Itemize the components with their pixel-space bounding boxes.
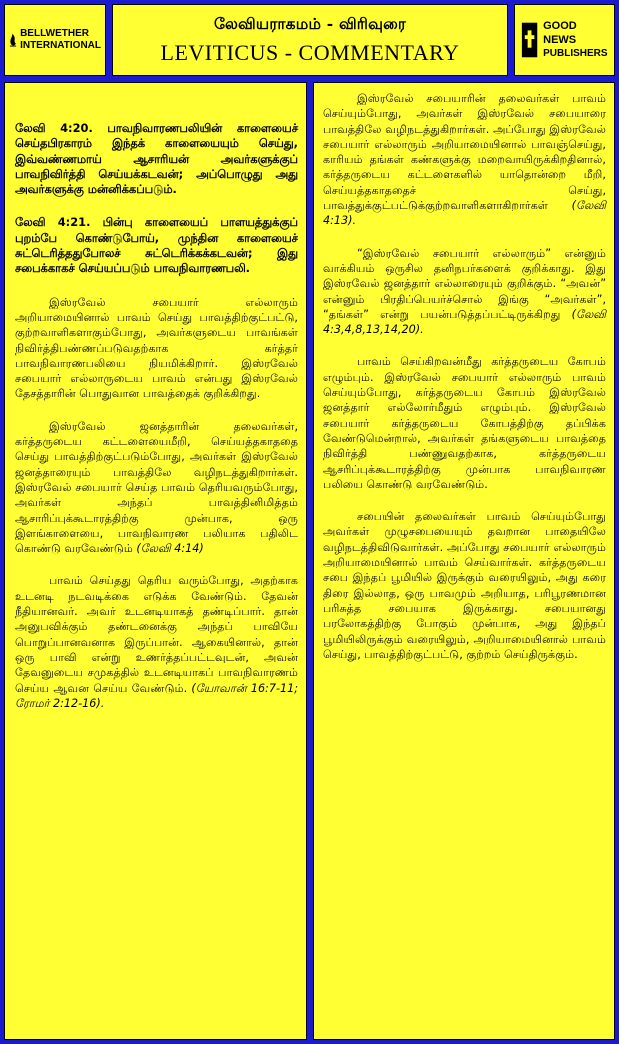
page-title-tamil: லேவியராகமம் - விரிவுரை: [213, 14, 407, 33]
verse-4-21: லேவி 4:21. பின்பு காளையைப் பாளயத்துக்குப் புறம்பே கொண்டுபோய், முந்தின காளையைச் சுட்டெரித்ததுபோலச் சுட்டெரிக்கக்கடவன்; இது சபைக்காகச் செய்யப்படும் பாவநிவாரணபலி.: [15, 215, 298, 276]
scripture-reference: (லேவி 4:14): [136, 542, 204, 556]
left-column: [4, 82, 307, 1040]
logo-left-line1: BELLWETHER: [20, 28, 89, 39]
commentary-paragraph: இஸ்ரவேல் ஜனத்தாரின் தலைவர்கள், கர்த்தருடைய கட்டளையைமீறி, செய்யத்தகாததை செய்து பாவத்திற்குட்படும்போது, அவர்கள் இஸ்ரவேல் ஜனத்தாரையும் பாவத்திலே வழிநடத்துகிறார்கள். இஸ்ரவேல் சபையார் செய்த பாவம் தெரியவரும்போது, அவர்கள் அந்தப் பாவத்தினிமித்தம் ஆசாரிப்புக்கூடாரத்திற்கு முன்பாக, ஒரு இளங்காளையை, பாவநிவாரண பலியாக பதிலிட கொண்டு வரவேண்டும் (லேவி 4:14): [15, 419, 298, 556]
bible-book-icon: [519, 18, 540, 62]
right-column: [313, 82, 615, 1040]
commentary-paragraph: பாவம் செய்தது தெரிய வரும்போது, அதற்காக உடனடி நடவடிக்கை எடுக்க வேண்டும். தேவன் நீதியானவர். அவர் உடனடியாகத் தண்டிப்பார். தான் அனுபவிக்கும் தண்டனைக்கு அந்தப் பாவியே பொறுப்பானவனாக இருப்பான். ஆகையினால், தான் ஒரு பாவி என்று உணர்த்தப்பட்டவுடன், அவன் தேவனுடைய சமுகத்தில் உடனடியாகப் பாவநிவாரணம் செய்ய ஆவன செய்ய வேண்டும். (யோவான் 16:7-11; ரோமர் 2:12-16).: [15, 574, 298, 710]
logo-left-line2: INTERNATIONAL: [20, 40, 101, 51]
ram-horn-icon: [9, 18, 17, 62]
commentary-paragraph: “இஸ்ரவேல் சபையார் எல்லாரும்” என்னும் வாக்கியம் ஒருசில தனிநபர்களைக் குறிக்காது. இது இஸ்ரவேல் ஜனத்தார் எல்லாரையும் குறிக்கும். “அவன்” என்னும் பிரதிப்பெயர்ச்சொல் இங்கு “அவர்கள்”, “தங்கள்” என்று பயன்படுத்தப்பட்டிருக்கிறது (லேவி 4:3,4,8,13,14,20).: [323, 246, 606, 337]
logo-right-line2: PUBLISHERS: [543, 48, 608, 59]
header: [112, 4, 508, 76]
scripture-reference: (லேவி 4:3,4,8,13,14,20).: [323, 307, 606, 337]
verse-4-20: லேவி 4:20. பாவநிவாரணபலியின் காளையைச் செய்தபிரகாரம் இந்தக் காளையையும் செய்து, இவ்வண்ணமாய் ஆசாரியன் அவர்களுக்குப் பாவநிவிர்த்தி செய்யக்கடவன்; அப்பொழுது அது அவர்களுக்கு மன்னிக்கப்படும்.: [15, 121, 298, 197]
scripture-reference: (யோவான் 16:7-11; ரோமர் 2:12-16).: [15, 681, 298, 710]
commentary-paragraph: சபையின் தலைவர்கள் பாவம் செய்யும்போது அவர்கள் முழுசபையையும் தவறான பாதையிலே வழிநடத்திவிடுவார்கள். அப்போது சபையார் எல்லாரும் அறியாமையினால் பாவம் செய்வார்கள். கர்த்தருடைய சபை இந்தப் பூமியில் இருக்கும் வரையிலும், அது கரை திரை இல்லாத, ஒரு பாவமும் அறியாத, பரிபூரணமான பரிசுத்த சபையாக இருக்காது. சபையானது பரலோகத்திற்கு போகும் முன்பாக, அது இந்தப் பூமியிலிருக்கும் வரையிலும், அறியாமையினால் பாவம் செய்து, பாவத்திற்குட்பட்டு, குற்றம் செய்திருக்கும்.: [323, 510, 606, 661]
commentary-paragraph: இஸ்ரவேல் சபையார் எல்லாரும் அறியாமையினால் பாவம் செய்து பாவத்திற்குட்பட்டு, குற்றவாளிகளாகும்போது, அவர்களுடைய பாவங்கள் நிவிர்த்திபண்ணப்படுவதற்காக கர்த்தர் பாவநிவாரணபலியை நியமிக்கிறார். இஸ்ரவேல் சபையார் எல்லாருடைய பாவம் என்பது இஸ்ரவேல் தேசத்தாரின் பொதுவான பாவத்தைக் குறிக்கிறது.: [15, 295, 298, 401]
bellwether-logo: [4, 4, 106, 76]
scripture-reference: (லேவி 4:13).: [323, 199, 606, 228]
commentary-paragraph: இஸ்ரவேல் சபையாரின் தலைவர்கள் பாவம் செய்யும்போது, அவர்கள் இஸ்ரவேல் சபையாரை பாவத்திலே வழிநடத்துகிறார்கள். அப்போது இஸ்ரவேல் சபையார் எல்லாரும் அறியாமையினால் பாவஞ்செய்து, காரியம் தங்கள் கண்களுக்கு மறைவாயிருக்கிறதினால், கர்த்தருடைய கட்டளைகளில் யாதொன்றை மீறி, செய்யத்தகாததைச் செய்து, பாவத்துக்குட்பட்டுக்குற்றவாளிகளாகிறார்கள் (லேவி 4:13).: [323, 92, 606, 228]
commentary-paragraph: பாவம் செய்கிறவன்மீது கர்த்தருடைய கோபம் எழும்பும். இஸ்ரவேல் சபையார் எல்லாரும் பாவம் செய்யும்போது, கர்த்தருடைய கோபம் இஸ்ரவேல் ஜனத்தார் எல்லோர்மீதும் எழும்பும். இஸ்ரவேல் சபையார் கர்த்தருடைய கோபத்திற்கு தப்பிக்க வேண்டுமென்றால், அவர்கள் தங்களுடைய பாவத்தை நிவிர்த்தி பண்ணுவதற்காக, கர்த்தருடைய ஆசரிப்புக்கூடாரத்திற்கு முன்பாக பாவநிவாரண பலியை கொண்டு வரவேண்டும்.: [323, 355, 606, 491]
page-title-english: LEVITICUS - COMMENTARY: [160, 40, 460, 65]
good-news-logo: [514, 4, 615, 76]
logo-right-line1: GOOD NEWS: [543, 20, 577, 46]
